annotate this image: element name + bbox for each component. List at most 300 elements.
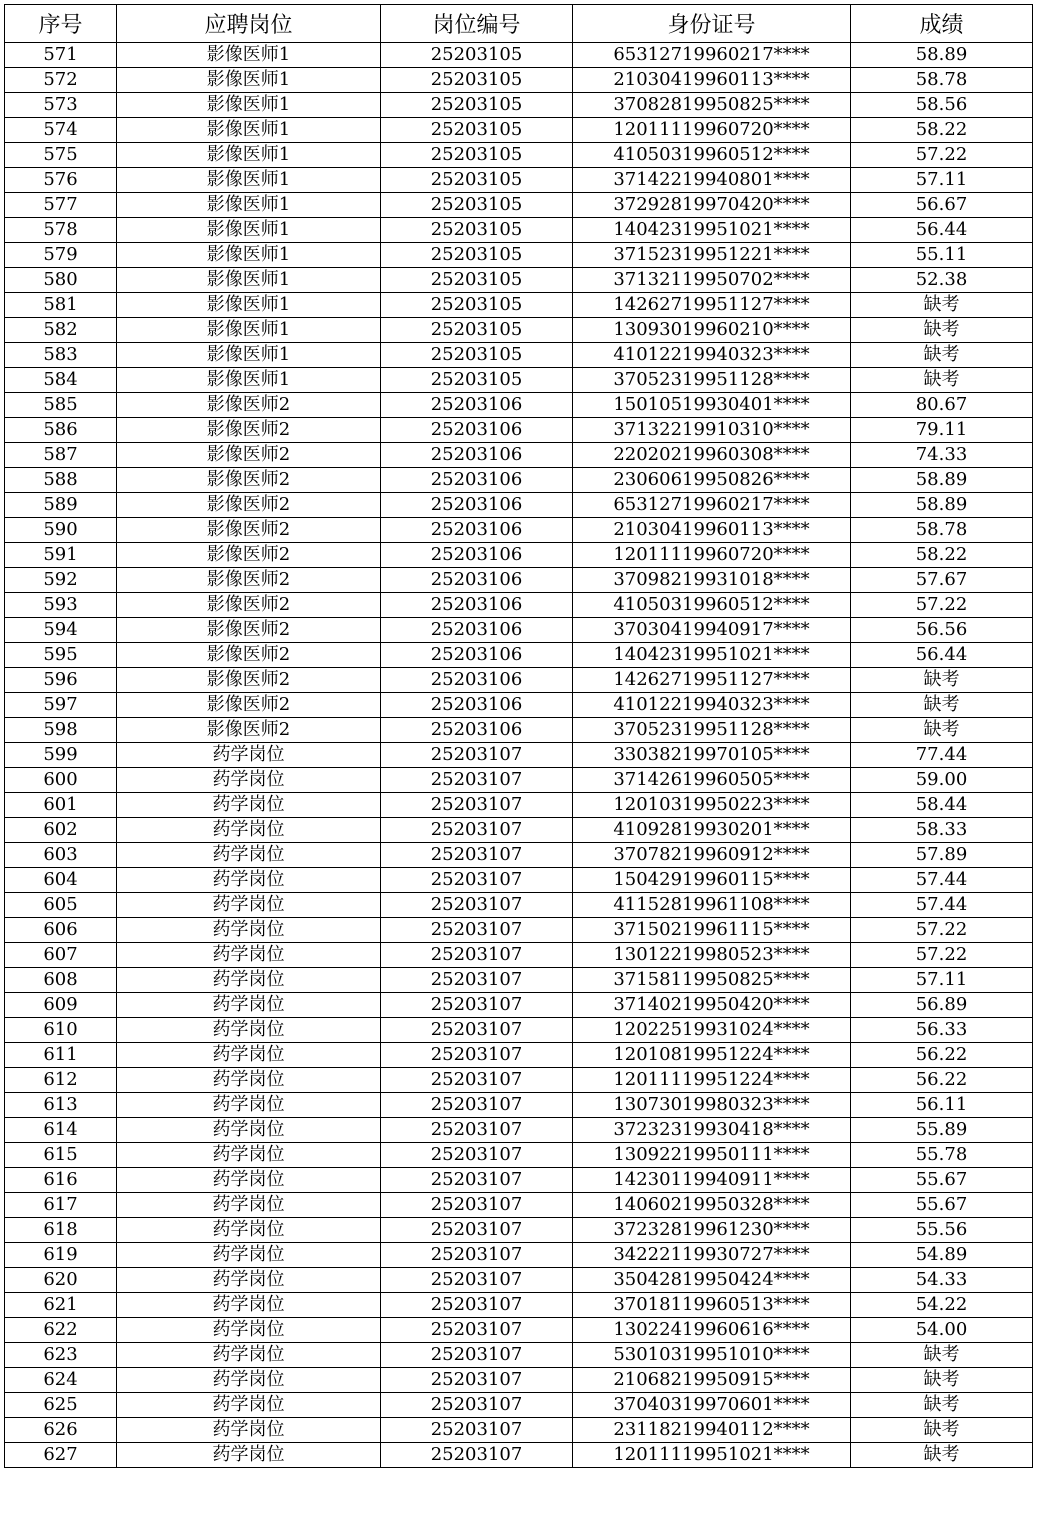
cell-score: 57.44: [851, 868, 1033, 893]
cell-position-code: 25203107: [381, 1393, 573, 1418]
table-row: [5, 968, 1033, 993]
table-row: [5, 768, 1033, 793]
cell-id-number: 34222119930727****: [573, 1243, 851, 1268]
cell-position: 药学岗位: [117, 1243, 381, 1268]
table-row: [5, 843, 1033, 868]
cell-position: 影像医师2: [117, 668, 381, 693]
cell-score: 56.33: [851, 1018, 1033, 1043]
cell-id-number: 37232319930418****: [573, 1118, 851, 1143]
cell-position-code: 25203106: [381, 718, 573, 743]
cell-index: 595: [5, 643, 117, 668]
cell-position-code: 25203107: [381, 943, 573, 968]
cell-index: 620: [5, 1268, 117, 1293]
table-row: [5, 1418, 1033, 1443]
cell-score: 55.11: [851, 243, 1033, 268]
cell-position-code: 25203105: [381, 343, 573, 368]
cell-position-code: 25203107: [381, 1418, 573, 1443]
cell-score: 59.00: [851, 768, 1033, 793]
cell-index: 627: [5, 1443, 117, 1468]
cell-index: 574: [5, 118, 117, 143]
cell-position-code: 25203107: [381, 1243, 573, 1268]
cell-position-code: 25203107: [381, 1443, 573, 1468]
table-row: [5, 1243, 1033, 1268]
cell-score: 缺考: [851, 343, 1033, 368]
cell-position-code: 25203105: [381, 68, 573, 93]
cell-score: 56.44: [851, 643, 1033, 668]
cell-score: 56.22: [851, 1043, 1033, 1068]
cell-id-number: 41092819930201****: [573, 818, 851, 843]
cell-score: 79.11: [851, 418, 1033, 443]
cell-id-number: 13073019980323****: [573, 1093, 851, 1118]
cell-index: 590: [5, 518, 117, 543]
cell-id-number: 65312719960217****: [573, 493, 851, 518]
cell-id-number: 37018119960513****: [573, 1293, 851, 1318]
cell-score: 57.89: [851, 843, 1033, 868]
cell-position: 药学岗位: [117, 1018, 381, 1043]
cell-position-code: 25203107: [381, 818, 573, 843]
table-row: [5, 93, 1033, 118]
cell-index: 598: [5, 718, 117, 743]
table-row: [5, 1293, 1033, 1318]
cell-id-number: 23118219940112****: [573, 1418, 851, 1443]
cell-index: 611: [5, 1043, 117, 1068]
cell-position-code: 25203105: [381, 218, 573, 243]
cell-id-number: 37052319951128****: [573, 718, 851, 743]
cell-score: 58.78: [851, 68, 1033, 93]
cell-index: 588: [5, 468, 117, 493]
table-row: [5, 543, 1033, 568]
cell-id-number: 37152319951221****: [573, 243, 851, 268]
cell-position: 影像医师1: [117, 343, 381, 368]
cell-position-code: 25203107: [381, 1343, 573, 1368]
cell-score: 54.22: [851, 1293, 1033, 1318]
cell-position: 影像医师2: [117, 468, 381, 493]
table-row: [5, 1218, 1033, 1243]
cell-position-code: 25203107: [381, 1093, 573, 1118]
cell-score: 57.44: [851, 893, 1033, 918]
cell-id-number: 35042819950424****: [573, 1268, 851, 1293]
cell-position-code: 25203107: [381, 1318, 573, 1343]
cell-position: 影像医师2: [117, 493, 381, 518]
cell-position: 药学岗位: [117, 768, 381, 793]
header-id-number: 身份证号: [573, 5, 851, 43]
cell-position: 影像医师1: [117, 68, 381, 93]
cell-position-code: 25203107: [381, 1368, 573, 1393]
cell-index: 587: [5, 443, 117, 468]
cell-position: 药学岗位: [117, 793, 381, 818]
cell-index: 624: [5, 1368, 117, 1393]
cell-index: 571: [5, 43, 117, 68]
table-row: [5, 468, 1033, 493]
cell-id-number: 41050319960512****: [573, 593, 851, 618]
cell-id-number: 37078219960912****: [573, 843, 851, 868]
table-row: [5, 1368, 1033, 1393]
table-row: [5, 118, 1033, 143]
cell-index: 612: [5, 1068, 117, 1093]
cell-position: 药学岗位: [117, 1443, 381, 1468]
cell-index: 575: [5, 143, 117, 168]
cell-position-code: 25203105: [381, 293, 573, 318]
cell-score: 56.67: [851, 193, 1033, 218]
cell-index: 607: [5, 943, 117, 968]
cell-index: 578: [5, 218, 117, 243]
cell-id-number: 14042319951021****: [573, 643, 851, 668]
cell-id-number: 12022519931024****: [573, 1018, 851, 1043]
cell-position: 药学岗位: [117, 1093, 381, 1118]
cell-position: 影像医师2: [117, 618, 381, 643]
cell-id-number: 37132219910310****: [573, 418, 851, 443]
table-row: [5, 1143, 1033, 1168]
cell-id-number: 37292819970420****: [573, 193, 851, 218]
table-row: [5, 1043, 1033, 1068]
cell-id-number: 21030419960113****: [573, 518, 851, 543]
cell-index: 585: [5, 393, 117, 418]
cell-position-code: 25203107: [381, 893, 573, 918]
cell-index: 586: [5, 418, 117, 443]
table-row: [5, 518, 1033, 543]
cell-score: 56.22: [851, 1068, 1033, 1093]
cell-position: 药学岗位: [117, 1143, 381, 1168]
cell-id-number: 21030419960113****: [573, 68, 851, 93]
table-row: [5, 243, 1033, 268]
table-row: [5, 743, 1033, 768]
cell-position: 影像医师1: [117, 118, 381, 143]
table-row: [5, 718, 1033, 743]
cell-score: 58.78: [851, 518, 1033, 543]
table-row: [5, 318, 1033, 343]
cell-index: 614: [5, 1118, 117, 1143]
cell-score: 缺考: [851, 668, 1033, 693]
cell-position: 影像医师2: [117, 693, 381, 718]
cell-id-number: 12011119951021****: [573, 1443, 851, 1468]
cell-index: 622: [5, 1318, 117, 1343]
cell-score: 56.11: [851, 1093, 1033, 1118]
cell-score: 58.56: [851, 93, 1033, 118]
cell-position-code: 25203106: [381, 393, 573, 418]
cell-index: 591: [5, 543, 117, 568]
cell-index: 626: [5, 1418, 117, 1443]
cell-index: 577: [5, 193, 117, 218]
cell-id-number: 21068219950915****: [573, 1368, 851, 1393]
cell-position: 药学岗位: [117, 993, 381, 1018]
cell-id-number: 37132119950702****: [573, 268, 851, 293]
cell-position-code: 25203105: [381, 268, 573, 293]
cell-id-number: 14262719951127****: [573, 668, 851, 693]
cell-score: 57.22: [851, 918, 1033, 943]
cell-score: 缺考: [851, 1343, 1033, 1368]
cell-index: 589: [5, 493, 117, 518]
cell-position-code: 25203106: [381, 693, 573, 718]
table-row: [5, 593, 1033, 618]
cell-position: 影像医师2: [117, 593, 381, 618]
cell-position: 影像医师1: [117, 293, 381, 318]
cell-id-number: 14230119940911****: [573, 1168, 851, 1193]
cell-position: 药学岗位: [117, 893, 381, 918]
cell-id-number: 37098219931018****: [573, 568, 851, 593]
table-row: [5, 1393, 1033, 1418]
table-row: [5, 1193, 1033, 1218]
cell-position: 影像医师1: [117, 168, 381, 193]
cell-id-number: 13012219980523****: [573, 943, 851, 968]
table-row: [5, 668, 1033, 693]
cell-score: 缺考: [851, 318, 1033, 343]
table-row: [5, 893, 1033, 918]
cell-id-number: 13022419960616****: [573, 1318, 851, 1343]
cell-id-number: 41050319960512****: [573, 143, 851, 168]
table-header-row: [5, 5, 1033, 43]
table-row: [5, 1318, 1033, 1343]
cell-id-number: 37142219940801****: [573, 168, 851, 193]
cell-position: 药学岗位: [117, 1293, 381, 1318]
cell-index: 603: [5, 843, 117, 868]
cell-index: 582: [5, 318, 117, 343]
cell-score: 56.56: [851, 618, 1033, 643]
cell-id-number: 41152819961108****: [573, 893, 851, 918]
cell-id-number: 37158119950825****: [573, 968, 851, 993]
cell-position-code: 25203106: [381, 493, 573, 518]
cell-id-number: 12011119951224****: [573, 1068, 851, 1093]
cell-position-code: 25203106: [381, 593, 573, 618]
table-row: [5, 868, 1033, 893]
cell-score: 52.38: [851, 268, 1033, 293]
cell-index: 608: [5, 968, 117, 993]
table-row: [5, 1268, 1033, 1293]
cell-position-code: 25203107: [381, 793, 573, 818]
cell-position-code: 25203107: [381, 1068, 573, 1093]
cell-score: 缺考: [851, 1368, 1033, 1393]
cell-score: 54.89: [851, 1243, 1033, 1268]
cell-position-code: 25203106: [381, 643, 573, 668]
cell-position-code: 25203106: [381, 443, 573, 468]
cell-index: 584: [5, 368, 117, 393]
cell-score: 缺考: [851, 1418, 1033, 1443]
table-row: [5, 918, 1033, 943]
cell-score: 缺考: [851, 293, 1033, 318]
cell-position: 影像医师1: [117, 143, 381, 168]
cell-index: 605: [5, 893, 117, 918]
cell-id-number: 15042919960115****: [573, 868, 851, 893]
cell-position: 药学岗位: [117, 818, 381, 843]
cell-score: 58.89: [851, 493, 1033, 518]
score-table: [4, 4, 1033, 1468]
cell-position-code: 25203107: [381, 1018, 573, 1043]
cell-position: 药学岗位: [117, 1218, 381, 1243]
cell-position: 药学岗位: [117, 1343, 381, 1368]
cell-id-number: 23060619950826****: [573, 468, 851, 493]
cell-position: 影像医师1: [117, 93, 381, 118]
cell-index: 596: [5, 668, 117, 693]
cell-index: 616: [5, 1168, 117, 1193]
cell-score: 58.33: [851, 818, 1033, 843]
cell-position-code: 25203106: [381, 568, 573, 593]
cell-id-number: 14060219950328****: [573, 1193, 851, 1218]
cell-id-number: 37030419940917****: [573, 618, 851, 643]
cell-id-number: 15010519930401****: [573, 393, 851, 418]
header-score: 成绩: [851, 5, 1033, 43]
cell-position: 药学岗位: [117, 843, 381, 868]
cell-score: 58.89: [851, 468, 1033, 493]
cell-id-number: 37040319970601****: [573, 1393, 851, 1418]
cell-index: 602: [5, 818, 117, 843]
cell-index: 593: [5, 593, 117, 618]
cell-index: 597: [5, 693, 117, 718]
cell-position-code: 25203107: [381, 1193, 573, 1218]
cell-position: 影像医师2: [117, 718, 381, 743]
cell-position: 药学岗位: [117, 1418, 381, 1443]
cell-score: 77.44: [851, 743, 1033, 768]
cell-position-code: 25203106: [381, 618, 573, 643]
table-row: [5, 143, 1033, 168]
cell-index: 619: [5, 1243, 117, 1268]
cell-position-code: 25203105: [381, 93, 573, 118]
cell-score: 55.89: [851, 1118, 1033, 1143]
cell-index: 580: [5, 268, 117, 293]
cell-score: 缺考: [851, 693, 1033, 718]
cell-position-code: 25203105: [381, 168, 573, 193]
cell-id-number: 37082819950825****: [573, 93, 851, 118]
cell-position: 影像医师2: [117, 543, 381, 568]
cell-score: 58.44: [851, 793, 1033, 818]
table-row: [5, 1443, 1033, 1468]
cell-position: 药学岗位: [117, 943, 381, 968]
table-row: [5, 1118, 1033, 1143]
table-row: [5, 1068, 1033, 1093]
table-row: [5, 1093, 1033, 1118]
cell-id-number: 53010319951010****: [573, 1343, 851, 1368]
cell-score: 58.89: [851, 43, 1033, 68]
cell-position-code: 25203106: [381, 518, 573, 543]
cell-index: 599: [5, 743, 117, 768]
cell-score: 55.56: [851, 1218, 1033, 1243]
cell-id-number: 22020219960308****: [573, 443, 851, 468]
cell-position: 药学岗位: [117, 1068, 381, 1093]
table-row: [5, 1018, 1033, 1043]
table-row: [5, 818, 1033, 843]
cell-position-code: 25203106: [381, 468, 573, 493]
cell-position-code: 25203107: [381, 1218, 573, 1243]
table-row: [5, 193, 1033, 218]
table-row: [5, 293, 1033, 318]
table-row: [5, 418, 1033, 443]
table-row: [5, 443, 1033, 468]
cell-index: 610: [5, 1018, 117, 1043]
table-row: [5, 1343, 1033, 1368]
cell-index: 617: [5, 1193, 117, 1218]
cell-index: 623: [5, 1343, 117, 1368]
cell-position-code: 25203105: [381, 143, 573, 168]
table-row: [5, 1168, 1033, 1193]
cell-position: 影像医师2: [117, 518, 381, 543]
table-row: [5, 618, 1033, 643]
cell-index: 583: [5, 343, 117, 368]
header-index: 序号: [5, 5, 117, 43]
cell-score: 54.33: [851, 1268, 1033, 1293]
cell-index: 573: [5, 93, 117, 118]
cell-position: 药学岗位: [117, 1168, 381, 1193]
cell-index: 625: [5, 1393, 117, 1418]
cell-id-number: 37052319951128****: [573, 368, 851, 393]
cell-position-code: 25203105: [381, 318, 573, 343]
cell-index: 592: [5, 568, 117, 593]
cell-position: 药学岗位: [117, 1118, 381, 1143]
cell-id-number: 65312719960217****: [573, 43, 851, 68]
cell-position: 影像医师2: [117, 568, 381, 593]
cell-position-code: 25203107: [381, 768, 573, 793]
cell-index: 601: [5, 793, 117, 818]
cell-score: 缺考: [851, 1393, 1033, 1418]
cell-position: 药学岗位: [117, 1318, 381, 1343]
table-row: [5, 993, 1033, 1018]
cell-score: 55.67: [851, 1193, 1033, 1218]
cell-position: 药学岗位: [117, 1268, 381, 1293]
cell-position: 影像医师1: [117, 368, 381, 393]
cell-score: 55.67: [851, 1168, 1033, 1193]
cell-score: 缺考: [851, 718, 1033, 743]
cell-position: 影像医师1: [117, 243, 381, 268]
cell-id-number: 37142619960505****: [573, 768, 851, 793]
cell-position-code: 25203107: [381, 743, 573, 768]
cell-index: 581: [5, 293, 117, 318]
cell-id-number: 12010319950223****: [573, 793, 851, 818]
cell-index: 594: [5, 618, 117, 643]
cell-id-number: 33038219970105****: [573, 743, 851, 768]
cell-score: 缺考: [851, 368, 1033, 393]
table-row: [5, 393, 1033, 418]
cell-index: 609: [5, 993, 117, 1018]
cell-score: 缺考: [851, 1443, 1033, 1468]
cell-position: 药学岗位: [117, 1193, 381, 1218]
cell-index: 621: [5, 1293, 117, 1318]
cell-index: 579: [5, 243, 117, 268]
header-position-code: 岗位编号: [381, 5, 573, 43]
cell-position: 影像医师2: [117, 643, 381, 668]
cell-id-number: 37140219950420****: [573, 993, 851, 1018]
cell-id-number: 37150219961115****: [573, 918, 851, 943]
cell-id-number: 12011119960720****: [573, 543, 851, 568]
table-row: [5, 268, 1033, 293]
cell-id-number: 41012219940323****: [573, 693, 851, 718]
table-row: [5, 368, 1033, 393]
cell-position-code: 25203107: [381, 993, 573, 1018]
cell-id-number: 41012219940323****: [573, 343, 851, 368]
cell-id-number: 14042319951021****: [573, 218, 851, 243]
cell-position: 药学岗位: [117, 1368, 381, 1393]
cell-position-code: 25203107: [381, 1168, 573, 1193]
cell-score: 57.22: [851, 593, 1033, 618]
cell-id-number: 12011119960720****: [573, 118, 851, 143]
cell-position-code: 25203107: [381, 1293, 573, 1318]
cell-index: 600: [5, 768, 117, 793]
cell-position-code: 25203106: [381, 543, 573, 568]
cell-position: 影像医师1: [117, 218, 381, 243]
cell-position: 影像医师2: [117, 418, 381, 443]
cell-position: 药学岗位: [117, 743, 381, 768]
table-row: [5, 68, 1033, 93]
cell-position: 药学岗位: [117, 918, 381, 943]
cell-position: 影像医师2: [117, 443, 381, 468]
cell-score: 74.33: [851, 443, 1033, 468]
cell-index: 606: [5, 918, 117, 943]
cell-id-number: 13092219950111****: [573, 1143, 851, 1168]
table-row: [5, 218, 1033, 243]
cell-score: 56.44: [851, 218, 1033, 243]
cell-position-code: 25203107: [381, 918, 573, 943]
cell-index: 572: [5, 68, 117, 93]
cell-score: 58.22: [851, 543, 1033, 568]
cell-position: 影像医师1: [117, 193, 381, 218]
table-row: [5, 643, 1033, 668]
cell-position: 影像医师1: [117, 318, 381, 343]
